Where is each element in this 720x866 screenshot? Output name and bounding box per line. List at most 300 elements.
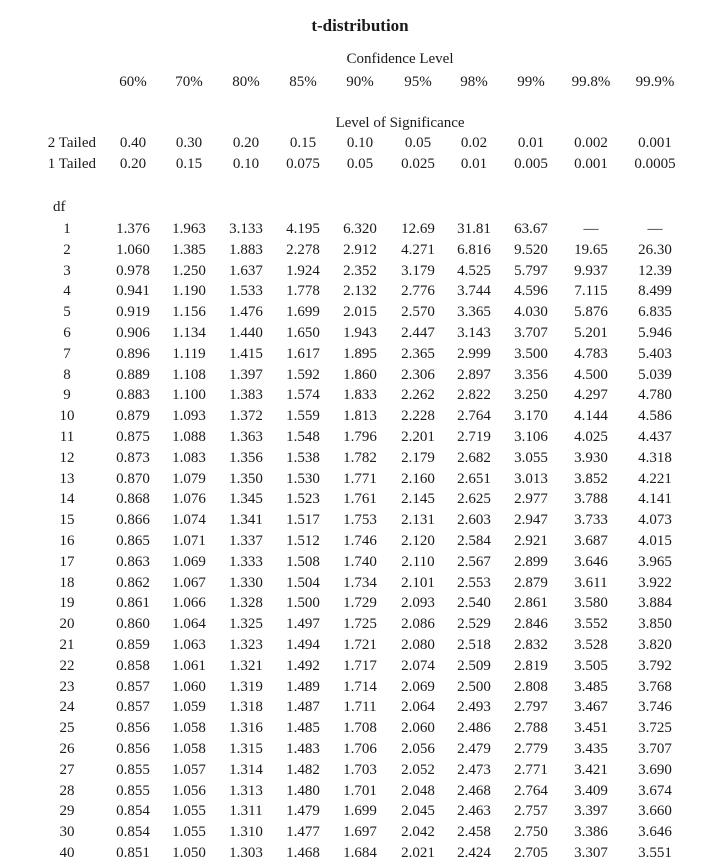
- t-value-cell: 1.697: [343, 824, 377, 841]
- t-value-cell: 1.717: [343, 657, 377, 674]
- t-value-cell: 1.250: [172, 262, 206, 279]
- t-value-cell: 3.133: [229, 221, 263, 237]
- table-row: [0, 783, 720, 804]
- t-value-cell: 1.725: [343, 616, 377, 633]
- t-value-cell: 1.058: [172, 720, 206, 737]
- t-value-cell: 3.409: [574, 782, 608, 799]
- t-value-cell: 1.483: [286, 741, 320, 757]
- t-value-cell: 2.201: [401, 429, 435, 445]
- df-value: 27: [59, 761, 75, 778]
- one-tailed-value: 0.025: [401, 156, 435, 172]
- table-row: [0, 346, 720, 367]
- t-value-cell: 1.108: [172, 366, 206, 383]
- t-value-cell: 0.856: [116, 741, 150, 757]
- t-value-cell: 2.584: [457, 533, 491, 549]
- t-value-cell: 1.313: [229, 782, 263, 799]
- t-value-cell: 12.69: [401, 221, 435, 237]
- t-value-cell: 3.687: [574, 533, 608, 549]
- t-value-cell: 1.069: [172, 553, 206, 570]
- t-value-cell: 1.485: [286, 720, 320, 737]
- t-value-cell: 1.734: [343, 574, 377, 591]
- t-value-cell: 1.492: [286, 657, 320, 674]
- t-value-cell: 1.487: [286, 699, 320, 716]
- t-value-cell: 1.059: [172, 699, 206, 716]
- t-value-cell: 3.528: [574, 637, 608, 653]
- t-value-cell: 3.551: [638, 845, 672, 861]
- t-value-cell: 1.714: [343, 678, 377, 695]
- t-value-cell: 1.559: [286, 408, 320, 425]
- t-value-cell: 1.337: [229, 533, 263, 549]
- df-value: 5: [63, 304, 71, 321]
- t-value-cell: 1.796: [343, 429, 377, 445]
- t-value-cell: 1.055: [172, 824, 206, 841]
- t-value-cell: 2.262: [401, 387, 435, 404]
- t-value-cell: 4.271: [401, 241, 435, 258]
- t-value-cell: 1.477: [286, 824, 320, 841]
- t-value-cell: 1.074: [172, 512, 206, 529]
- df-value: 16: [59, 533, 75, 549]
- t-value-cell: 3.435: [574, 741, 608, 757]
- t-value-cell: 1.066: [172, 595, 206, 612]
- t-value-cell: 3.707: [514, 325, 548, 341]
- df-value: 22: [59, 657, 75, 674]
- t-value-cell: 0.851: [116, 845, 150, 861]
- table-row: [0, 824, 720, 845]
- t-value-cell: 2.977: [514, 491, 548, 508]
- t-value-cell: 9.520: [514, 241, 548, 258]
- t-value-cell: 0.856: [116, 720, 150, 737]
- df-value: 26: [59, 741, 75, 757]
- t-value-cell: 3.707: [638, 741, 672, 757]
- t-value-cell: 3.356: [514, 366, 548, 383]
- t-value-cell: 3.250: [514, 387, 548, 404]
- t-value-cell: 2.101: [401, 574, 435, 591]
- t-value-cell: 0.859: [116, 637, 150, 653]
- confidence-level-cell: 99.9%: [635, 74, 675, 90]
- t-value-cell: 0.941: [116, 283, 150, 300]
- confidence-level-cell: 80%: [232, 74, 260, 90]
- t-value-cell: 6.835: [638, 304, 672, 321]
- t-value-cell: 4.783: [574, 345, 608, 362]
- table-row: [0, 658, 720, 679]
- t-value-cell: 2.131: [401, 512, 435, 529]
- t-value-cell: 1.711: [343, 699, 377, 716]
- t-value-cell: 0.855: [116, 761, 150, 778]
- t-value-cell: 1.883: [229, 241, 263, 258]
- two-tailed-row: [0, 135, 720, 156]
- df-value: 2: [63, 241, 71, 258]
- two-tailed-value: 0.05: [404, 135, 432, 151]
- t-value-cell: 3.744: [457, 283, 491, 300]
- t-value-cell: 5.876: [574, 304, 608, 321]
- t-value-cell: 2.365: [401, 345, 435, 362]
- t-value-cell: 4.780: [638, 387, 672, 404]
- two-tailed-value: 0.15: [289, 135, 317, 151]
- t-value-cell: 3.386: [574, 824, 608, 841]
- t-value-cell: 3.788: [574, 491, 608, 508]
- t-value-cell: 2.179: [401, 449, 435, 466]
- t-value-cell: 2.764: [514, 782, 548, 799]
- two-tailed-value: 0.10: [346, 135, 374, 151]
- t-value-cell: 1.468: [286, 845, 320, 861]
- table-row: [0, 471, 720, 492]
- t-value-cell: 1.489: [286, 678, 320, 695]
- df-value: 21: [59, 637, 75, 653]
- t-value-cell: 3.397: [574, 803, 608, 820]
- t-value-cell: 1.512: [286, 533, 320, 549]
- t-value-cell: 1.119: [172, 345, 206, 362]
- table-row: [0, 512, 720, 533]
- t-value-cell: 0.906: [116, 325, 150, 341]
- t-value-cell: 1.311: [229, 803, 263, 820]
- t-value-cell: 3.922: [638, 574, 672, 591]
- t-value-cell: 5.039: [638, 366, 672, 383]
- table-row: [0, 616, 720, 637]
- table-row: [0, 304, 720, 325]
- t-value-cell: 1.325: [229, 616, 263, 633]
- t-value-cell: 4.318: [638, 449, 672, 466]
- t-value-cell: 2.771: [514, 761, 548, 778]
- one-tailed-row: [0, 156, 720, 177]
- t-value-cell: 1.538: [286, 449, 320, 466]
- t-value-cell: 3.013: [514, 470, 548, 487]
- t-value-cell: 0.863: [116, 553, 150, 570]
- t-value-cell: 1.706: [343, 741, 377, 757]
- t-value-cell: 2.021: [401, 845, 435, 861]
- t-value-cell: 1.729: [343, 595, 377, 612]
- df-value: 8: [63, 366, 71, 383]
- df-value: 3: [63, 262, 71, 279]
- t-value-cell: 3.690: [638, 761, 672, 778]
- table-row: [0, 387, 720, 408]
- t-value-cell: 1.330: [229, 574, 263, 591]
- t-value-cell: 3.179: [401, 262, 435, 279]
- t-value-cell: 0.889: [116, 366, 150, 383]
- two-tailed-value: 0.40: [119, 135, 147, 151]
- t-value-cell: 2.788: [514, 720, 548, 737]
- table-row: [0, 367, 720, 388]
- t-value-cell: 0.866: [116, 512, 150, 529]
- t-value-cell: 1.076: [172, 491, 206, 508]
- t-value-cell: 2.479: [457, 741, 491, 757]
- t-value-cell: 1.684: [343, 845, 377, 861]
- t-value-cell: 2.080: [401, 637, 435, 653]
- t-value-cell: 1.813: [343, 408, 377, 425]
- two-tailed-value: 0.20: [232, 135, 260, 151]
- t-value-cell: 2.540: [457, 595, 491, 612]
- t-value-cell: 2.015: [343, 304, 377, 321]
- t-value-cell: 2.808: [514, 678, 548, 695]
- t-value-cell: 5.946: [638, 325, 672, 341]
- t-value-cell: 3.307: [574, 845, 608, 861]
- t-value-cell: 3.930: [574, 449, 608, 466]
- t-value-cell: 2.682: [457, 449, 491, 466]
- t-value-cell: 2.060: [401, 720, 435, 737]
- t-value-cell: 1.771: [343, 470, 377, 487]
- t-value-cell: 1.318: [229, 699, 263, 716]
- confidence-level-cell: 70%: [175, 74, 203, 90]
- t-value-cell: 3.143: [457, 325, 491, 341]
- t-value-cell: 1.341: [229, 512, 263, 529]
- t-value-cell: 1.093: [172, 408, 206, 425]
- t-value-cell: 1.699: [343, 803, 377, 820]
- t-value-cell: 12.39: [638, 262, 672, 279]
- t-value-cell: 3.467: [574, 699, 608, 716]
- t-value-cell: 1.345: [229, 491, 263, 508]
- df-value: 4: [63, 283, 71, 300]
- t-value-cell: 3.768: [638, 678, 672, 695]
- t-value-cell: 2.921: [514, 533, 548, 549]
- t-value-cell: 1.190: [172, 283, 206, 300]
- confidence-level-cell: 99.8%: [571, 74, 611, 90]
- confidence-level-cell: 60%: [119, 74, 147, 90]
- t-value-cell: 1.924: [286, 262, 320, 279]
- confidence-levels-row: [0, 74, 720, 95]
- t-value-cell: 2.447: [401, 325, 435, 341]
- t-value-cell: 19.65: [574, 241, 608, 258]
- t-value-cell: 1.303: [229, 845, 263, 861]
- significance-heading: Level of Significance: [335, 115, 465, 131]
- t-value-cell: 2.228: [401, 408, 435, 425]
- t-value-cell: 2.861: [514, 595, 548, 612]
- t-value-cell: 0.858: [116, 657, 150, 674]
- df-value: 13: [59, 470, 75, 487]
- t-value-cell: 9.937: [574, 262, 608, 279]
- t-value-cell: 3.552: [574, 616, 608, 633]
- t-value-cell: 1.058: [172, 741, 206, 757]
- df-label: df: [53, 199, 66, 215]
- t-value-cell: 0.865: [116, 533, 150, 549]
- t-value-cell: 8.499: [638, 283, 672, 300]
- t-value-cell: 1.943: [343, 325, 377, 341]
- t-value-cell: 7.115: [574, 283, 608, 300]
- t-value-cell: 4.596: [514, 283, 548, 300]
- t-value-cell: 2.651: [457, 470, 491, 487]
- t-value-cell: 4.297: [574, 387, 608, 404]
- t-value-cell: 2.625: [457, 491, 491, 508]
- one-tailed-value: 0.001: [574, 156, 608, 172]
- t-value-cell: 3.365: [457, 304, 491, 321]
- table-row: [0, 762, 720, 783]
- table-row: [0, 595, 720, 616]
- t-value-cell: 2.846: [514, 616, 548, 633]
- t-value-cell: 0.919: [116, 304, 150, 321]
- t-value-cell: 1.963: [172, 221, 206, 237]
- t-value-cell: 1.508: [286, 553, 320, 570]
- t-value-cell: 1.650: [286, 325, 320, 341]
- t-value-cell: 1.060: [116, 241, 150, 258]
- t-value-cell: 2.473: [457, 761, 491, 778]
- table-row: [0, 554, 720, 575]
- confidence-level-heading: Confidence Level: [346, 51, 454, 67]
- t-value-cell: 1.363: [229, 429, 263, 445]
- t-value-cell: 2.064: [401, 699, 435, 716]
- t-value-cell: 2.468: [457, 782, 491, 799]
- t-value-cell: 2.074: [401, 657, 435, 674]
- one-tailed-value: 0.15: [175, 156, 203, 172]
- t-value-cell: 2.879: [514, 574, 548, 591]
- t-value-cell: 1.061: [172, 657, 206, 674]
- t-value-cell: 1.833: [343, 387, 377, 404]
- one-tailed-value: 0.20: [119, 156, 147, 172]
- t-value-cell: 2.779: [514, 741, 548, 757]
- t-value-cell: 2.947: [514, 512, 548, 529]
- t-value-cell: 0.978: [116, 262, 150, 279]
- confidence-level-cell: 98%: [460, 74, 488, 90]
- t-value-cell: 1.314: [229, 761, 263, 778]
- t-value-cell: 2.757: [514, 803, 548, 820]
- t-value-cell: 1.504: [286, 574, 320, 591]
- t-value-cell: 4.030: [514, 304, 548, 321]
- t-value-cell: 0.861: [116, 595, 150, 612]
- two-tailed-value: 0.001: [638, 135, 672, 151]
- t-value-cell: 3.792: [638, 657, 672, 674]
- table-row: [0, 283, 720, 304]
- t-value-cell: 1.415: [229, 345, 263, 362]
- t-value-cell: 4.500: [574, 366, 608, 383]
- t-value-cell: 1.055: [172, 803, 206, 820]
- t-value-cell: 1.701: [343, 782, 377, 799]
- t-value-cell: 2.776: [401, 283, 435, 300]
- t-value-cell: 1.761: [343, 491, 377, 508]
- t-value-cell: 1.740: [343, 553, 377, 570]
- t-value-cell: 1.050: [172, 845, 206, 861]
- t-value-cell: 2.899: [514, 553, 548, 570]
- t-value-cell: 1.533: [229, 283, 263, 300]
- t-value-cell: 1.530: [286, 470, 320, 487]
- t-value-cell: 1.064: [172, 616, 206, 633]
- t-value-cell: 2.306: [401, 366, 435, 383]
- t-value-cell: 1.592: [286, 366, 320, 383]
- t-value-cell: 2.999: [457, 345, 491, 362]
- t-value-cell: 1.060: [172, 678, 206, 695]
- t-value-cell: 1.480: [286, 782, 320, 799]
- df-value: 30: [59, 824, 75, 841]
- t-value-cell: 3.611: [574, 574, 608, 591]
- t-value-cell: 4.025: [574, 429, 608, 445]
- t-value-cell: 4.073: [638, 512, 672, 529]
- t-value-cell: 4.586: [638, 408, 672, 425]
- two-tailed-value: 0.002: [574, 135, 608, 151]
- t-value-cell: 1.494: [286, 637, 320, 653]
- t-value-cell: —: [647, 221, 663, 237]
- t-value-cell: 2.052: [401, 761, 435, 778]
- t-value-cell: 0.862: [116, 574, 150, 591]
- t-value-cell: 2.797: [514, 699, 548, 716]
- t-value-cell: 2.518: [457, 637, 491, 653]
- t-value-cell: 4.195: [286, 221, 320, 237]
- t-value-cell: 3.660: [638, 803, 672, 820]
- t-value-cell: 3.852: [574, 470, 608, 487]
- t-value-cell: 3.733: [574, 512, 608, 529]
- t-value-cell: 0.875: [116, 429, 150, 445]
- confidence-level-cell: 95%: [404, 74, 432, 90]
- t-value-cell: 31.81: [457, 221, 491, 237]
- t-value-cell: 3.746: [638, 699, 672, 716]
- t-value-cell: 1.385: [172, 241, 206, 258]
- df-value: 9: [63, 387, 71, 404]
- t-value-cell: 1.637: [229, 262, 263, 279]
- t-value-cell: 2.912: [343, 241, 377, 258]
- t-value-cell: 1.315: [229, 741, 263, 757]
- t-value-cell: —: [583, 221, 599, 237]
- table-row: [0, 408, 720, 429]
- t-value-cell: 4.141: [638, 491, 672, 508]
- table-row: [0, 263, 720, 284]
- t-value-cell: 1.778: [286, 283, 320, 300]
- t-value-cell: 2.352: [343, 262, 377, 279]
- t-value-cell: 0.857: [116, 699, 150, 716]
- t-value-cell: 1.071: [172, 533, 206, 549]
- table-row: [0, 325, 720, 346]
- df-value: 24: [59, 699, 75, 716]
- t-value-cell: 2.705: [514, 845, 548, 861]
- t-value-cell: 2.822: [457, 387, 491, 404]
- df-value: 6: [63, 325, 71, 341]
- t-value-cell: 1.497: [286, 616, 320, 633]
- t-value-cell: 4.221: [638, 470, 672, 487]
- t-value-cell: 1.523: [286, 491, 320, 508]
- t-value-cell: 2.764: [457, 408, 491, 425]
- t-value-cell: 1.323: [229, 637, 263, 653]
- t-value-cell: 26.30: [638, 241, 672, 258]
- t-value-cell: 63.67: [514, 221, 548, 237]
- one-tailed-value: 0.005: [514, 156, 548, 172]
- t-value-cell: 3.485: [574, 678, 608, 695]
- t-value-cell: 2.486: [457, 720, 491, 737]
- df-value: 17: [59, 553, 75, 570]
- t-value-cell: 1.063: [172, 637, 206, 653]
- df-value: 25: [59, 720, 75, 737]
- t-value-cell: 1.350: [229, 470, 263, 487]
- df-value: 10: [59, 408, 75, 425]
- table-row: [0, 221, 720, 242]
- df-value: 40: [59, 845, 75, 861]
- one-tailed-value: 0.075: [286, 156, 320, 172]
- t-value-cell: 1.333: [229, 553, 263, 570]
- t-value-cell: 2.132: [343, 283, 377, 300]
- t-value-cell: 1.746: [343, 533, 377, 549]
- table-row: [0, 491, 720, 512]
- t-value-cell: 4.437: [638, 429, 672, 445]
- t-value-cell: 1.310: [229, 824, 263, 841]
- t-value-cell: 0.854: [116, 803, 150, 820]
- t-value-cell: 3.820: [638, 637, 672, 653]
- t-value-cell: 1.500: [286, 595, 320, 612]
- t-value-cell: 1.617: [286, 345, 320, 362]
- one-tailed-label: 1 Tailed: [47, 156, 96, 172]
- table-row: [0, 242, 720, 263]
- t-value-cell: 0.860: [116, 616, 150, 633]
- t-value-cell: 2.750: [514, 824, 548, 841]
- table-row: [0, 533, 720, 554]
- one-tailed-value: 0.01: [460, 156, 488, 172]
- one-tailed-value: 0.0005: [634, 156, 676, 172]
- t-value-cell: 1.056: [172, 782, 206, 799]
- table-row: [0, 429, 720, 450]
- t-value-cell: 1.316: [229, 720, 263, 737]
- t-value-cell: 3.725: [638, 720, 672, 737]
- t-value-cell: 4.144: [574, 408, 608, 425]
- t-value-cell: 0.857: [116, 678, 150, 695]
- two-tailed-value: 0.30: [175, 135, 203, 151]
- t-value-cell: 0.883: [116, 387, 150, 404]
- t-value-cell: 1.079: [172, 470, 206, 487]
- t-value-cell: 5.797: [514, 262, 548, 279]
- t-value-cell: 0.868: [116, 491, 150, 508]
- t-value-cell: 1.383: [229, 387, 263, 404]
- table-row: [0, 741, 720, 762]
